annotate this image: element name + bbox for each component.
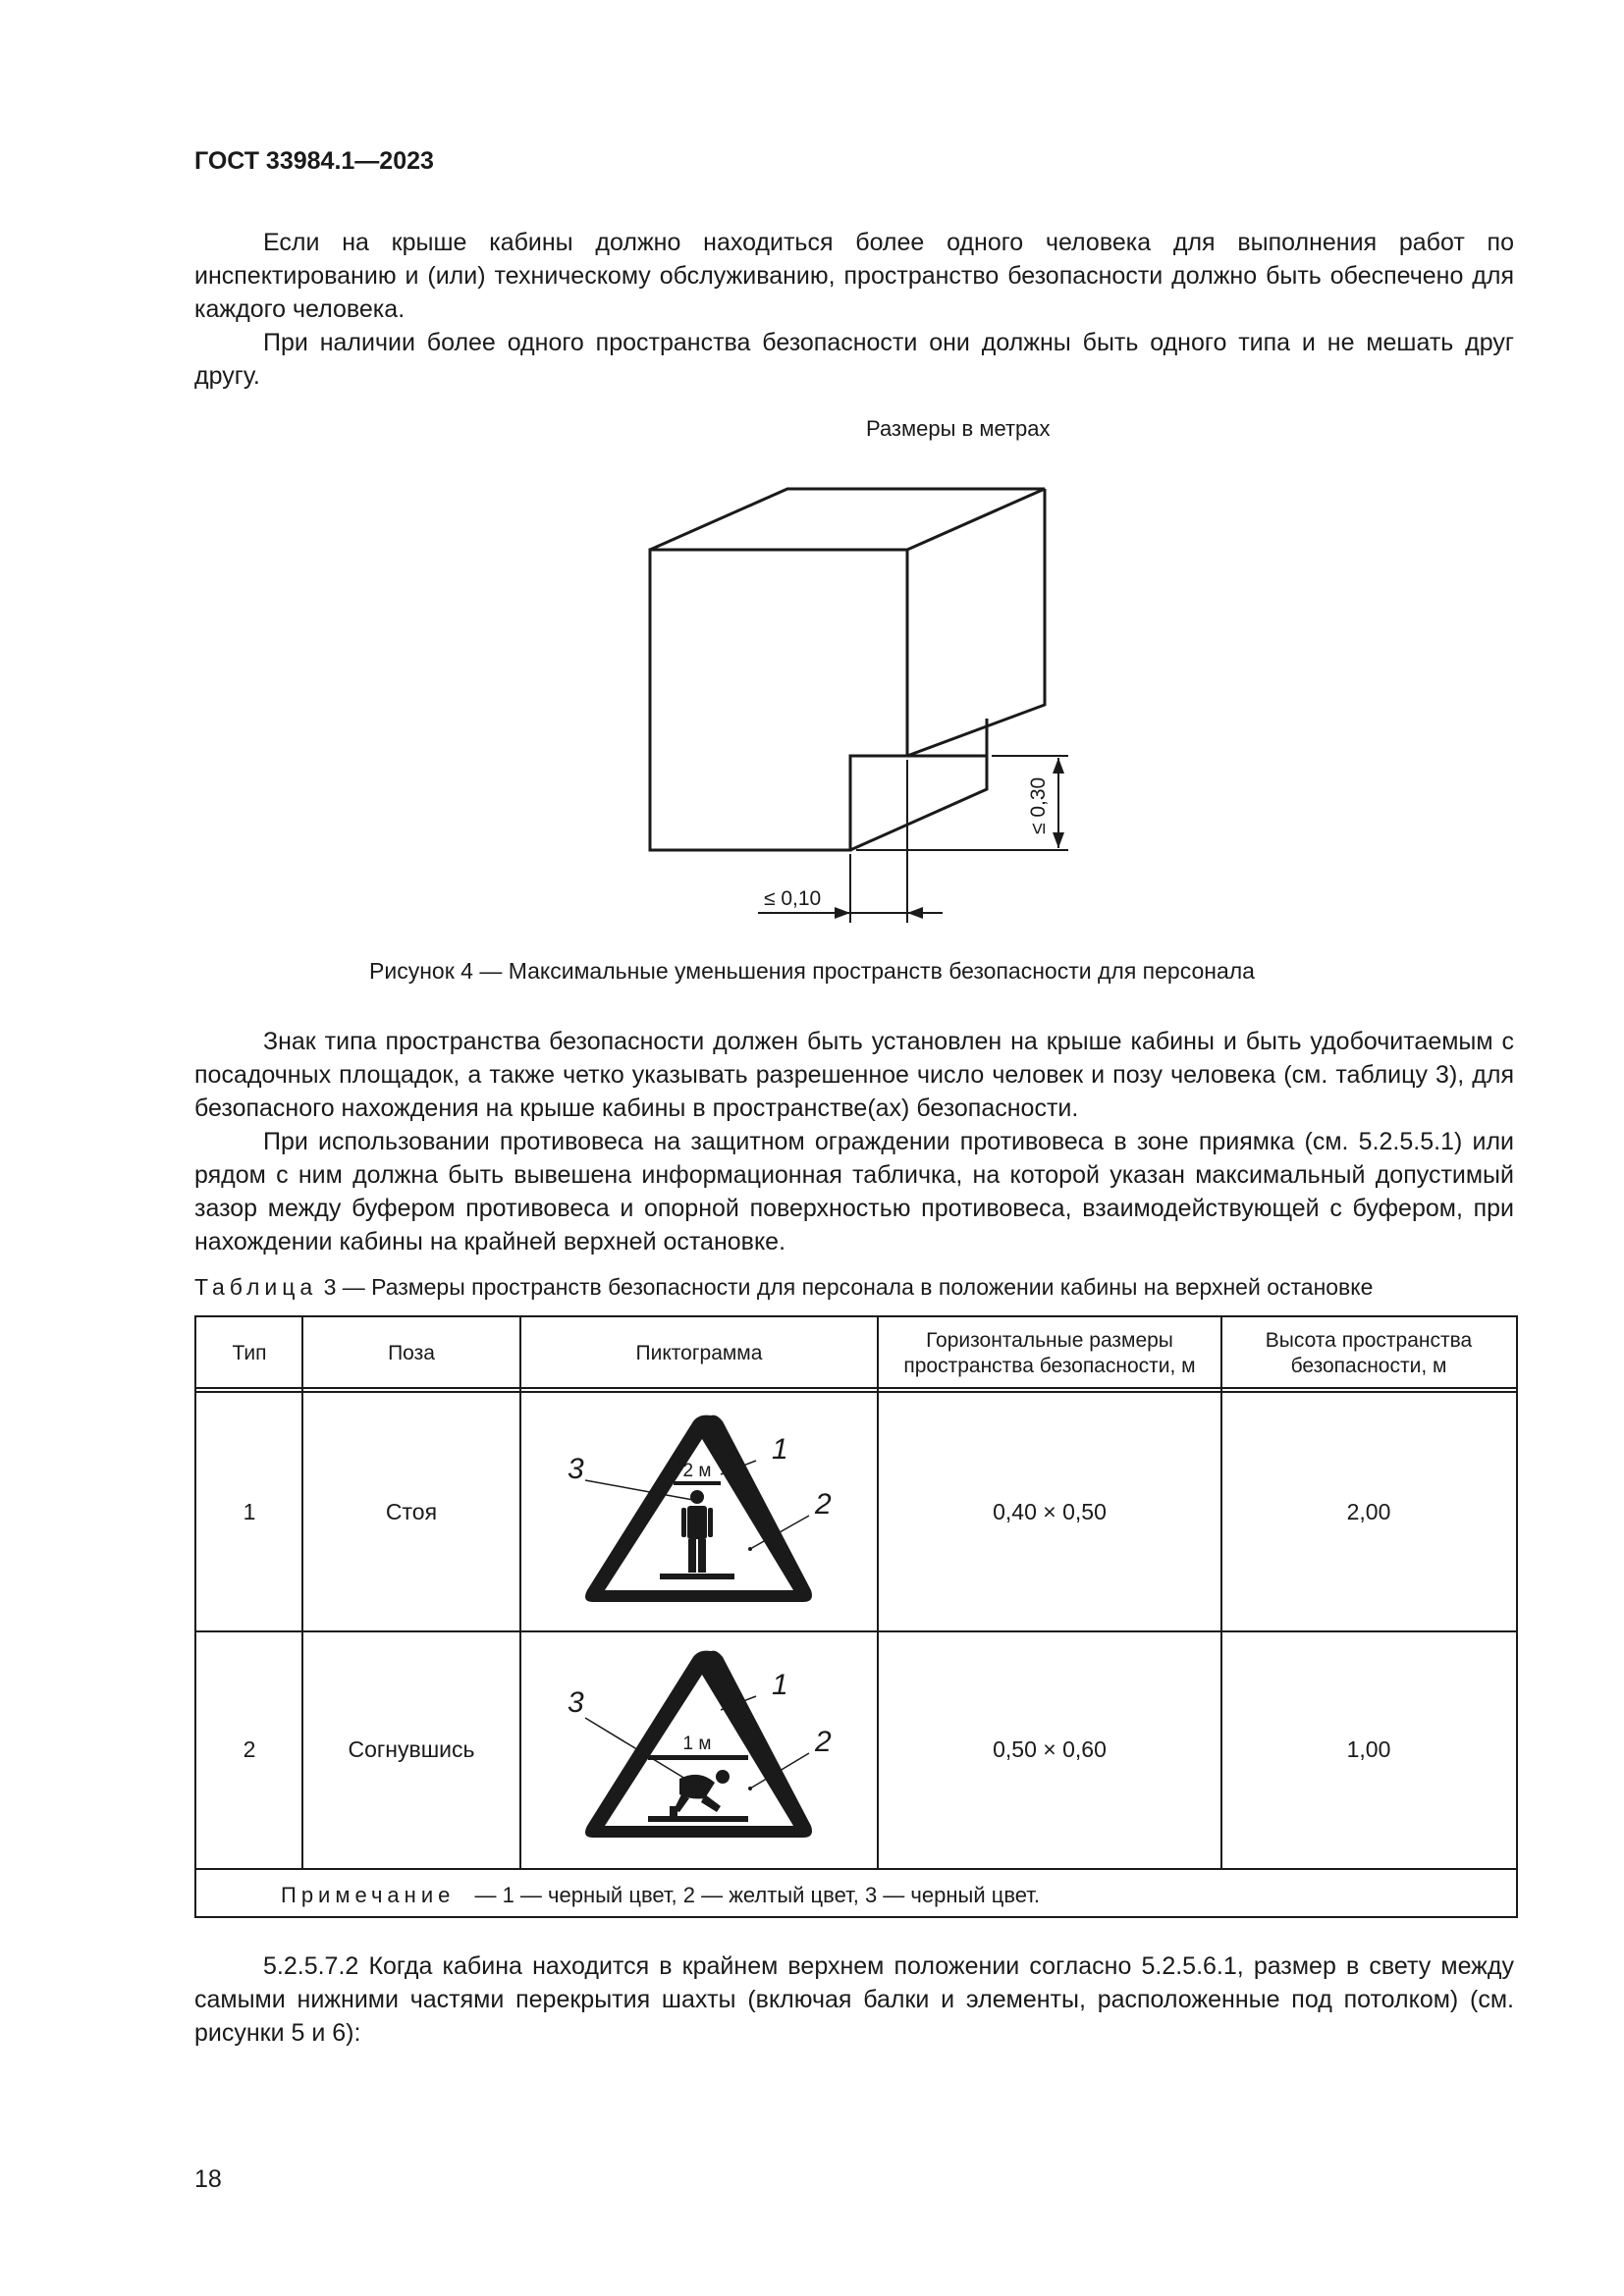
row2-type: 2 [243,1736,256,1762]
floor-bar [660,1574,734,1579]
paragraph-2 [194,326,1514,393]
height-limit-bar [674,1481,721,1485]
figure-caption: Рисунок 4 — Максимальные уменьшения пространств безопасности для персонала [369,958,1255,984]
document-header: ГОСТ 33984.1—2023 [194,147,434,175]
table-border [195,1316,1517,1917]
height-limit-bar-2 [648,1755,748,1760]
figure-units-note: Размеры в метрах [866,416,1051,441]
table-3 [194,1315,1520,1934]
callout-number-3: 3 [568,1453,584,1485]
col-header-pictogram: Пиктограмма [635,1342,763,1364]
paragraph-1 [194,226,1514,326]
paragraph-5-text: 5.2.5.7.2 Когда кабина находится в крайнем верхнем положении согласно 5.2.5.6.1, размер в свету между самыми нижними частями перекрытия шахты (включая балки и элементы, расположенные под потолком) (см. рисунки 5 и 6): [194,1952,1514,2047]
pictogram-height-label-2: 1 м [682,1734,712,1754]
table-note-label: Примечание [281,1883,456,1907]
row1-height: 2,00 [1346,1499,1391,1524]
row2-horizontal: 0,50 × 0,60 [993,1736,1107,1762]
dim-label-vertical: ≤ 0,30 [1027,776,1050,834]
paragraph-4-text: При использовании противовеса на защитном ограждении противовеса в зоне приямка (см. 5.2.5.5.1) или рядом с ним должна быть вывешена информационная табличка, на которой указан максимальный допустимый зазор между буфером противовеса и опорной поверхностью противовеса, взаимодействующей с буфером, при нахождении кабины на крайней верхней остановке. [194,1128,1514,1255]
dim-arrow-up [1053,758,1064,774]
table-caption-text: 3 — Размеры пространств безопасности для персонала в положении кабины на верхней остановке [323,1274,1374,1300]
box-top-face [650,489,1045,550]
callout-dot-2 [748,1547,752,1551]
dim-arrow-down [1053,832,1064,848]
col-header-type: Тип [232,1342,267,1364]
col-header-height-line1: Высота пространства [1265,1329,1473,1352]
table-note-text: — 1 — черный цвет, 2 — желтый цвет, 3 — черный цвет. [474,1883,1041,1907]
callout-number-2-b: 2 [815,1726,832,1758]
callout-number-2: 2 [815,1488,832,1521]
dim-label-horizontal: ≤ 0,10 [764,887,822,910]
paragraph-2-text: При наличии более одного пространства безопасности они должны быть одного типа и не мешать друг другу. [194,329,1514,390]
col-header-height-line2: безопасности, м [1290,1355,1447,1377]
table-caption [194,1274,1373,1301]
paragraph-3 [194,1025,1514,1125]
paragraph-5 [194,1949,1514,2050]
row1-pose: Стоя [385,1499,438,1524]
box-front-face [650,550,907,850]
row1-type: 1 [243,1499,256,1524]
paragraph-3-text: Знак типа пространства безопасности должен быть установлен на крыше кабины и быть удобочитаемым с посадочных площадок, а также четко указывать разрешенное число человек и позу человека (см. таблицу 3), для безопасного нахождения на крыше кабины в пространстве(ах) безопасности. [194,1028,1514,1122]
table-caption-label: Таблица [194,1274,318,1300]
callout-number-1: 1 [772,1433,788,1466]
callout-number-1-b: 1 [772,1669,788,1701]
box-notch [850,719,987,850]
dim-arrow-right [835,907,850,919]
paragraph-1-text: Если на крыше кабины должно находиться более одного человека для выполнения работ по инспектированию и (или) техническому обслуживанию, пространство безопасности должно быть обеспечено для каждого человека. [194,229,1514,323]
figure-4-drawing [628,461,1139,942]
pictogram-height-label: 2 м [682,1461,712,1481]
pictogram-crouching [568,1651,832,1838]
callout-number-3-b: 3 [568,1686,584,1719]
page-number: 18 [194,2165,222,2193]
callout-dot-2-b [748,1787,752,1790]
row2-height: 1,00 [1346,1736,1391,1762]
pictogram-standing [568,1415,832,1602]
col-header-pose: Поза [388,1342,435,1364]
dim-arrow-left [907,907,923,919]
col-header-horizontal-line2: пространства безопасности, м [903,1355,1196,1377]
floor-bar-2 [648,1816,748,1822]
box-right-face [907,489,1045,756]
paragraph-4 [194,1125,1514,1258]
col-header-horizontal-line1: Горизонтальные размеры [926,1329,1173,1352]
row1-horizontal: 0,40 × 0,50 [993,1499,1107,1524]
row2-pose: Согнувшись [348,1736,475,1762]
table-note [281,1883,1040,1907]
